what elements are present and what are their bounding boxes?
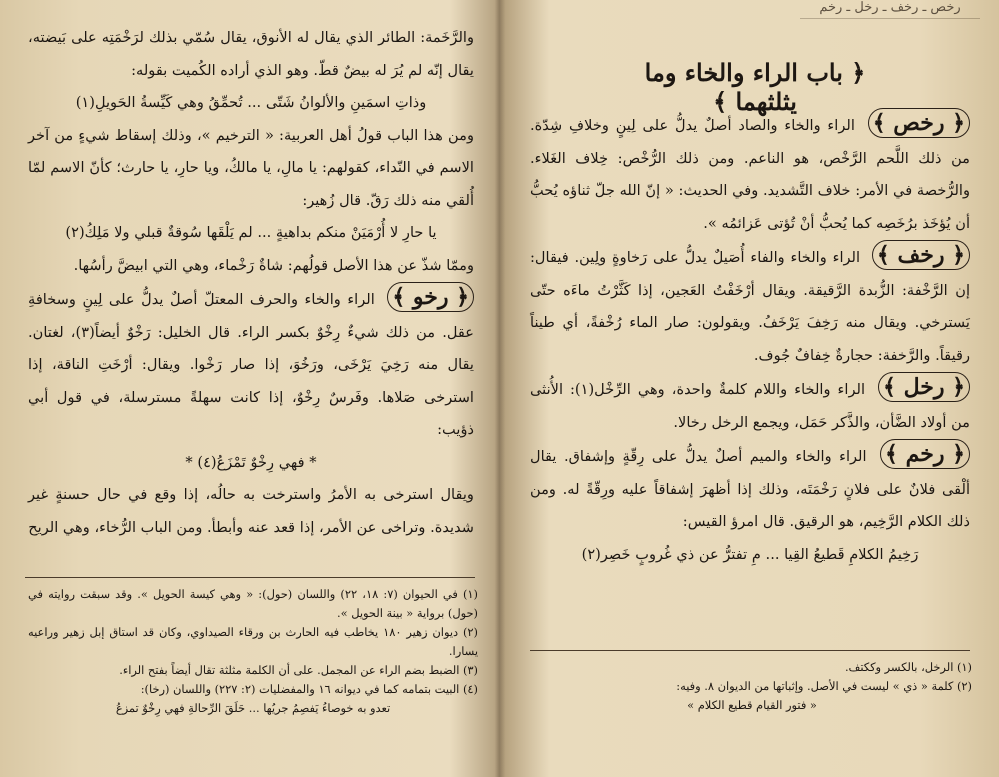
entry-heading: ﴿ رخم ﴾ — [880, 439, 970, 469]
paragraph-text: الراء والخاء والفاء أُصَيلٌ يدلُّ على رَخاوةٍ ولِين. فيقال: إن الرَّخْفة: الزُّبدة الرَّقيقة. ويقال أرْخَفْتُ العَجين، إذا كَثَّرْتُ ماءَه حتّى يَسترخي. ويقال منه رَخِفَ يَرْخَفُ. ويقولون: صار الماء رُخْفةً، أي طيناً رقيقاً. والرَّخفة: حجارةٌ خِفافٌ جُوف. — [530, 249, 970, 364]
footnote-divider — [530, 650, 970, 651]
paragraph-text: والرَّخَمة: الطائر الذي يقال له الأنوق، يقال سُمّي بذلك لرَخْمَتِه على بَيضته، يقال إنّه لم يُرَ له بيضٌ قطّ. وهو الذي أراده الكُميت بقوله: — [28, 29, 474, 79]
entry-rakhl — [530, 372, 970, 439]
paragraph — [28, 120, 474, 218]
right-footnotes — [532, 658, 972, 715]
entry-heading: ﴿ رخف ﴾ — [872, 240, 970, 270]
paragraph-text: ويقال استرخى به الأمرُ واسترخت به حالُه، إذا وقع في حال حسنةٍ غير شديدة. وتراخى عن الأمر، إذا قعد عنه وأبطأ. ومن الباب الرُّخاء، وهي الريح — [28, 486, 474, 536]
chapter-title: ﴿ باب الراء والخاء وما يثلثهما ﴾ — [644, 58, 866, 116]
footnote: (١) في الحيوان (٧: ١٨، ٢٢) واللسان (حول): « وهي كيسة الحويل ». وقد سبقت روايته في (حول) برواية « بينة الحويل ». — [28, 587, 478, 620]
paragraph-text: الراء والخاء والميم أصلٌ يدلُّ على رِقّةٍ وإشفاق. يقال ألْقى فلانٌ على فلانٍ رَخْمَتَه، وذلك إذا أظهرَ إشفاقاً عليه ورِقّةً له. ومن ذلك الكلام الرَّخِيم، هو الرقيق. قال امرؤ القيس: — [530, 448, 970, 530]
running-head: رخص ـ رخف ـ رخل ـ رخم — [800, 0, 980, 19]
paragraph-text: وممّا شذّ عن هذا الأصل قولُهم: شاةٌ رَخْماء، وهي التي ابيضَّ رأسُها. — [73, 256, 474, 274]
entry-rakhw — [28, 282, 474, 447]
entry-heading: ﴿ رخل ﴾ — [878, 372, 970, 402]
footnote-verse: تعدو به خوصاءُ يَفصِمُ جريُها ... حَلَقَ الرِّحالةِ فهي رِخْوٌ تمزعُ — [115, 701, 391, 715]
left-page-body — [28, 22, 474, 544]
verse-abu-dhuayb: * فهي رِخْوٌ تَمْزَعُ(٤) * — [185, 453, 317, 471]
footnote: (٤) البيت بتمامه كما في ديوانه ١٦ والمفضليات (٢: ٢٢٧) واللسان (رخا): — [140, 682, 478, 696]
paragraph-text: الراء والخاء واللام كلمةٌ واحدة، وهي الرِّخْل(١): الأُنثى من أولاد الضَّأن، والذَّكر حَمَل، ويجمع الرخل رخالا. — [530, 381, 970, 431]
footnote: (٢) كلمة « ذي » ليست في الأصل. وإثباتها من الديوان ٨. وفيه: — [676, 679, 972, 693]
footnote-verse: « فتور القيام قطيع الكلام » — [687, 698, 817, 712]
entry-heading: ﴿ رخو ﴾ — [387, 282, 474, 312]
paragraph — [28, 22, 474, 87]
left-page — [0, 0, 496, 777]
footnote: (٢) ديوان زهير ١٨٠ يخاطب فيه الحارث بن ورقاء الصيداوي، وكان قد استاق إبل زهير وراعيه يسارا. — [28, 625, 478, 658]
paragraph-text: الراء والخاء والصاد أصلٌ يدلُّ على لِينٍ وخلافِ شِدّة. من ذلك اللَّحم الرَّخْص، هو الناعم. ومن ذلك الرُّخْص: خِلاف الغَلاء. والرُّخصة في الأمر: خلاف التَّشديد. وفي الحديث: « إنّ الله جلّ ثناؤه يُحبُّ أن يُؤخَذ برُخَصِه كما يُحبُّ أنْ تُؤتى عَزائمُه ». — [530, 117, 971, 232]
paragraph-text: ومن هذا الباب قولُ أهل العربية: « الترخيم »، وذلك إسقاط شيءٍ من آخر الاسم في النّداء، كقولهم: يا مالِ، يا مالكُ، ويا حارِ، يا حارث؛ كأنّ الاسم لمّا أُلقي منه ذلك رَقّ. قال زُهير: — [28, 126, 474, 209]
verse-kumait: وذاتِ اسمَينِ والألوانُ شَتّى ... تُحمِّقُ وهي كَيِّسةُ الحَويلِ(١) — [75, 94, 427, 111]
verse-imru-al-qays: رَخِيمُ الكلامِ قَطيعُ القِيا ... مِ تفترُّ عن ذي غُروبٍ خَصِر(٢) — [581, 545, 919, 563]
entry-rakhm — [530, 439, 970, 539]
left-footnotes — [28, 585, 478, 718]
entry-rakhs — [530, 108, 970, 240]
paragraph — [28, 479, 474, 544]
footnote: (١) الرخل، بالكسر وككتف. — [844, 660, 972, 674]
entry-rakhf — [530, 240, 970, 372]
right-page-body — [530, 108, 970, 571]
footnote: (٣) الضبط بضم الراء عن المجمل. على أن الكلمة مثلثة تقال أيضاً بفتح الراء. — [119, 663, 478, 677]
paragraph-text: الراء والخاء والحرف المعتلّ أصلٌ يدلُّ على لِينٍ وسخافةِ عقل. من ذلك شيءٌ رِخْوٌ بكسر الراء. قال الخليل: رَخْوٌ أيضاً(٣)، لغتان. يقال منه رَخِيَ يَرْخَى، ورَخُوَ، إذا صار رَخْوا. ويقال: أرْخَتِ الناقة، إذا استرخى صَلاها. وفَرسٌ رِخْوٌ، إذا كانت سهلةً مسترسلة، في قول أبي ذؤيب: — [28, 291, 474, 438]
verse-zuhair: يا حارِ لا أُرْمَيَنْ منكم بداهيةٍ ... لم يَلْقَها سُوقةٌ قبلي ولا مَلِكُ(٢) — [65, 224, 437, 241]
footnote-divider — [25, 577, 475, 578]
right-page — [500, 0, 999, 777]
paragraph — [28, 250, 474, 283]
entry-heading: ﴿ رخص ﴾ — [868, 108, 970, 138]
